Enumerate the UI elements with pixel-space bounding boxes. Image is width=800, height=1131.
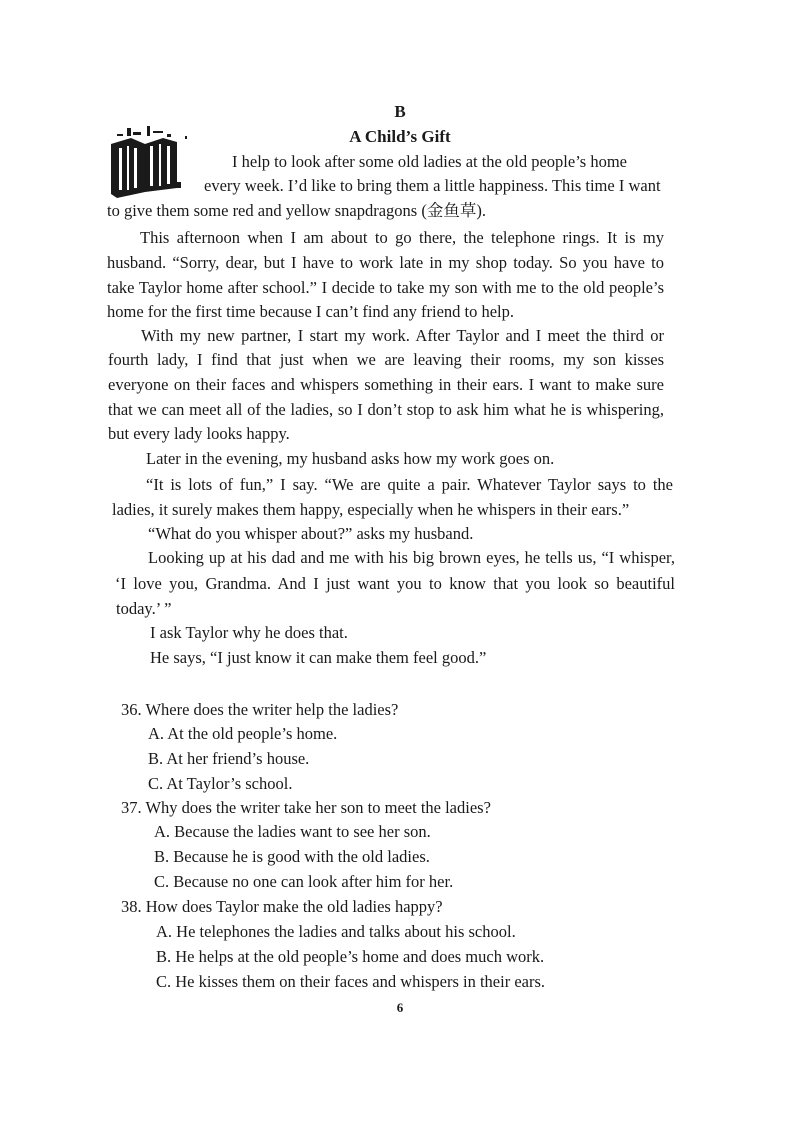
article-line: fourth lady, I find that just when we are leaving their rooms, my son kisses — [108, 350, 664, 369]
article-line: take Taylor home after school.” I decide to take my son with me to the old people’s — [107, 278, 664, 297]
article-title: A Child’s Gift — [349, 127, 451, 146]
article-line: Looking up at his dad and me with his big brown eyes, he tells us, “I whisper, — [148, 548, 675, 567]
article-line: that we can meet all of the ladies, so I don’t stop to ask him what he is whispering, — [108, 400, 664, 419]
answer-option: C. Because no one can look after him for her. — [154, 872, 454, 891]
answer-option: C. At Taylor’s school. — [148, 774, 293, 793]
answer-option: A. He telephones the ladies and talks about his school. — [156, 922, 516, 941]
article-line: Later in the evening, my husband asks how my work goes on. — [146, 449, 555, 468]
article-line: “What do you whisper about?” asks my husband. — [148, 524, 474, 543]
article-line: everyone on their faces and whispers something in their ears. I want to make sure — [108, 375, 664, 394]
question-stem: 38. How does Taylor make the old ladies happy? — [121, 897, 443, 916]
article-line: “It is lots of fun,” I say. “We are quite a pair. Whatever Taylor says to the — [146, 475, 673, 494]
article-line: husband. “Sorry, dear, but I have to work late in my shop today. So you have to — [107, 253, 664, 272]
answer-option: B. Because he is good with the old ladies. — [154, 847, 430, 866]
article-line: ‘I love you, Grandma. And I just want you to know that you look so beautiful — [115, 574, 675, 593]
question-stem: 37. Why does the writer take her son to meet the ladies? — [121, 798, 491, 817]
article-line: to give them some red and yellow snapdragons (金鱼草). — [107, 201, 486, 220]
question-stem: 36. Where does the writer help the ladies? — [121, 700, 399, 719]
article-line: I ask Taylor why he does that. — [150, 623, 348, 642]
article-line: He says, “I just know it can make them feel good.” — [150, 648, 487, 667]
gift-box-picture — [103, 122, 191, 200]
answer-option: B. He helps at the old people’s home and does much work. — [156, 947, 545, 966]
answer-option: A. Because the ladies want to see her son. — [154, 822, 431, 841]
article-line: but every lady looks happy. — [108, 424, 290, 443]
article-line: home for the first time because I can’t find any friend to help. — [107, 302, 515, 321]
answer-option: B. At her friend’s house. — [148, 749, 310, 768]
article-line: With my new partner, I start my work. After Taylor and I meet the third or — [141, 326, 664, 345]
answer-option: C. He kisses them on their faces and whispers in their ears. — [156, 972, 546, 991]
article-line: I help to look after some old ladies at the old people’s home — [232, 152, 627, 171]
answer-option: A. At the old people’s home. — [148, 724, 338, 743]
article-line: every week. I’d like to bring them a little happiness. This time I want — [204, 176, 661, 195]
page-number: 6 — [396, 1000, 404, 1015]
article-line: today.’ ” — [116, 599, 172, 618]
section-letter: B — [394, 102, 406, 121]
article-line: ladies, it surely makes them happy, especially when he whispers in their ears.” — [112, 500, 630, 519]
article-line: This afternoon when I am about to go there, the telephone rings. It is my — [140, 228, 664, 247]
